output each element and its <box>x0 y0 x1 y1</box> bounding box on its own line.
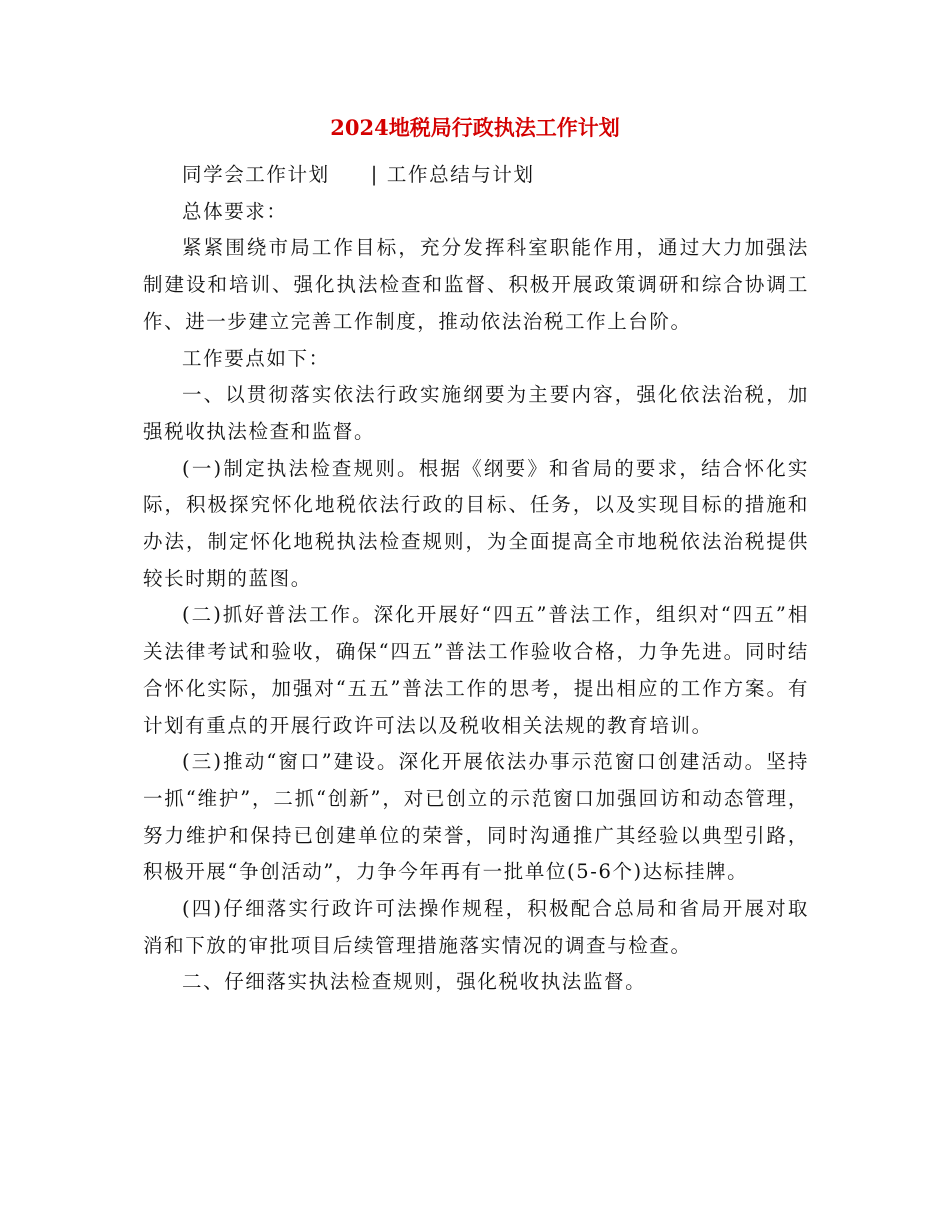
paragraph-item-4: (四)仔细落实行政许可法操作规程，积极配合总局和省局开展对取消和下放的审批项目后续管理措施落实情况的调查与检查。 <box>143 897 809 957</box>
paragraph-item-2: (二)抓好普法工作。深化开展好“四五”普法工作，组织对“四五”相关法律考试和验收，确保“四五”普法工作验收合格，力争先进。同时结合怀化实际，加强对“五五”普法工作的思考，提出相应的工作方案。有计划有重点的开展行政许可法以及税收相关法规的教育培训。 <box>143 603 809 737</box>
paragraph-overall-requirements: 总体要求： <box>182 199 288 223</box>
paragraph-item-3: (三)推动“窗口”建设。深化开展依法办事示范窗口创建活动。坚持一抓“维护”，二抓“创新”，对已创立的示范窗口加强回访和动态管理，努力维护和保持已创建单位的荣誉，同时沟通推广其经验以典型引路，积极开展“争创活动”，力争今年再有一批单位(5-6个)达标挂牌。 <box>143 750 809 884</box>
meta-category-right: 工作总结与计划 <box>386 163 535 186</box>
section-heading-2: 二、仔细落实执法检查规则，强化税收执法监督。 <box>182 970 647 994</box>
meta-separator: | <box>370 163 379 186</box>
document-body <box>143 157 809 1001</box>
document-meta-line <box>143 157 809 194</box>
meta-category-left: 同学会工作计划 <box>182 163 330 186</box>
document-title: 2024地税局行政执法工作计划 <box>330 115 620 140</box>
paragraph-key-points-heading: 工作要点如下： <box>182 346 330 370</box>
paragraph-item-1: (一)制定执法检查规则。根据《纲要》和省局的要求，结合怀化实际，积极探究怀化地税依法行政的目标、任务，以及实现目标的措施和办法，制定怀化地税执法检查规则，为全面提高全市地税依法治税提供较长时期的蓝图。 <box>143 456 809 590</box>
section-heading-1: 一、以贯彻落实依法行政实施纲要为主要内容，强化依法治税，加强税收执法检查和监督。 <box>143 383 809 443</box>
paragraph-goal: 紧紧围绕市局工作目标，充分发挥科室职能作用，通过大力加强法制建设和培训、强化执法检查和监督、积极开展政策调研和综合协调工作、进一步建立完善工作制度，推动依法治税工作上台阶。 <box>143 236 809 333</box>
